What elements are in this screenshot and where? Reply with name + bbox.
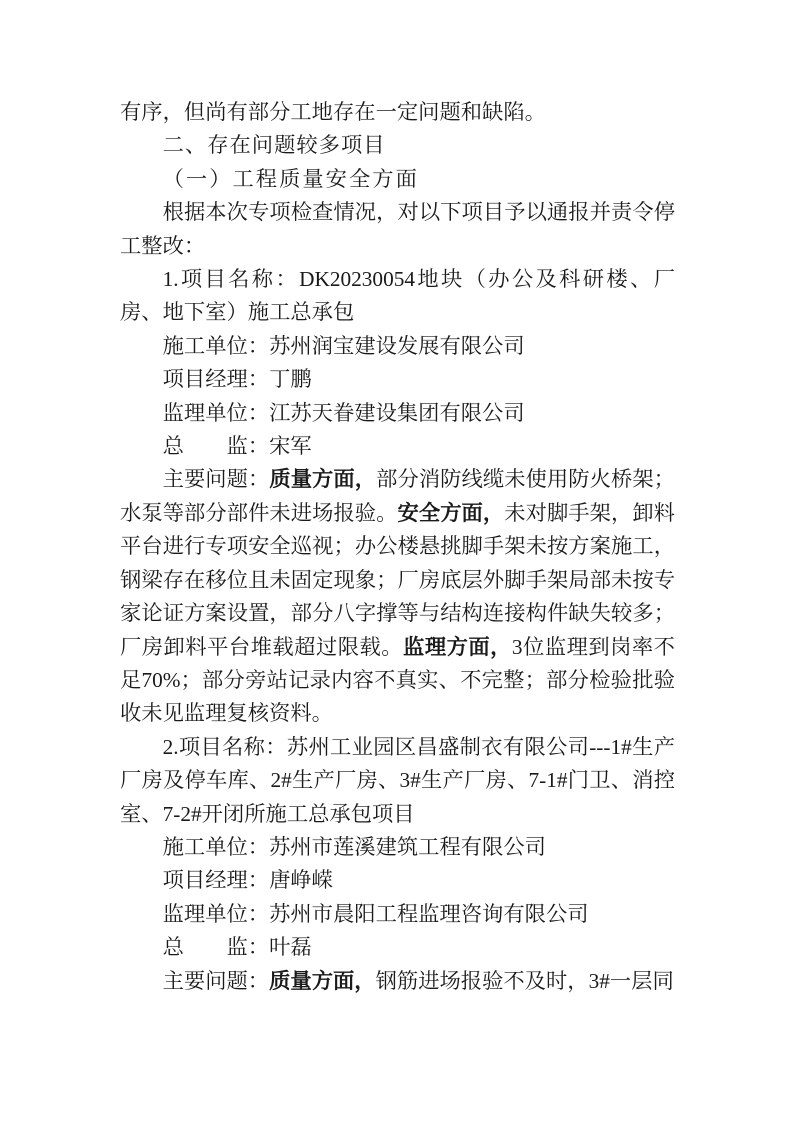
lead-paragraph: 根据本次专项检查情况，对以下项目予以通报并责令停工整改： bbox=[120, 200, 675, 258]
issues-run: 部分消防线缆未使用防火桥架；水泵等部分部件未进场报验。 bbox=[120, 467, 675, 525]
project-chief-supervisor: 总 监：叶磊 bbox=[162, 935, 312, 960]
project-title: 2.项目名称：苏州工业园区昌盛制衣有限公司---1#生产厂房及停车库、2#生产厂房、3#生产厂房、7-1#门卫、消控室、7-2#开闭所施工总承包项目 bbox=[120, 734, 675, 826]
project-contractor: 施工单位：苏州市莲溪建筑工程有限公司 bbox=[162, 834, 546, 859]
project-contractor: 施工单位：苏州润宝建设发展有限公司 bbox=[162, 333, 525, 358]
project-supervision-unit: 监理单位：江苏天眷建设集团有限公司 bbox=[162, 400, 525, 425]
issues-run: 3位监理到岗率不足70%；部分旁站记录内容不真实、不完整；部分检验批验收未见监理复核资料。 bbox=[120, 634, 675, 726]
section-heading: 二、存在问题较多项目 bbox=[162, 133, 386, 158]
project-issues bbox=[120, 965, 675, 998]
issues-run-bold: 监理方面， bbox=[403, 634, 512, 659]
issues-run: 主要问题： bbox=[162, 968, 270, 993]
project-chief-supervisor: 总 监：宋军 bbox=[162, 434, 312, 459]
issues-run: 主要问题： bbox=[162, 467, 270, 492]
issues-run: 未对脚手架，卸料平台进行专项安全巡视；办公楼悬挑脚手架未按方案施工，钢梁存在移位且未固定现象；厂房底层外脚手架局部未按专家论证方案设置，部分八字撑等与结构连接构件缺失较多；厂房卸料平台堆载超过限载。 bbox=[120, 500, 675, 659]
project-block-2 bbox=[120, 731, 675, 998]
project-block-1 bbox=[120, 263, 675, 731]
issues-run-bold: 安全方面， bbox=[397, 500, 505, 525]
issues-run-bold: 质量方面， bbox=[269, 467, 377, 492]
issues-run: 钢筋进场报验不及时，3#一层同 bbox=[375, 968, 674, 993]
project-title: 1.项目名称：DK20230054地块（办公及科研楼、厂房、地下室）施工总承包 bbox=[120, 267, 675, 325]
issues-run-bold: 质量方面， bbox=[269, 968, 376, 993]
project-issues bbox=[120, 463, 675, 730]
project-manager: 项目经理：唐峥嵘 bbox=[162, 868, 333, 893]
continuation-paragraph: 有序，但尚有部分工地存在一定问题和缺陷。 bbox=[120, 100, 546, 124]
subsection-heading: （一）工程质量安全方面 bbox=[162, 166, 419, 191]
project-manager: 项目经理：丁鹏 bbox=[162, 367, 312, 392]
project-supervision-unit: 监理单位：苏州市晨阳工程监理咨询有限公司 bbox=[162, 901, 589, 926]
